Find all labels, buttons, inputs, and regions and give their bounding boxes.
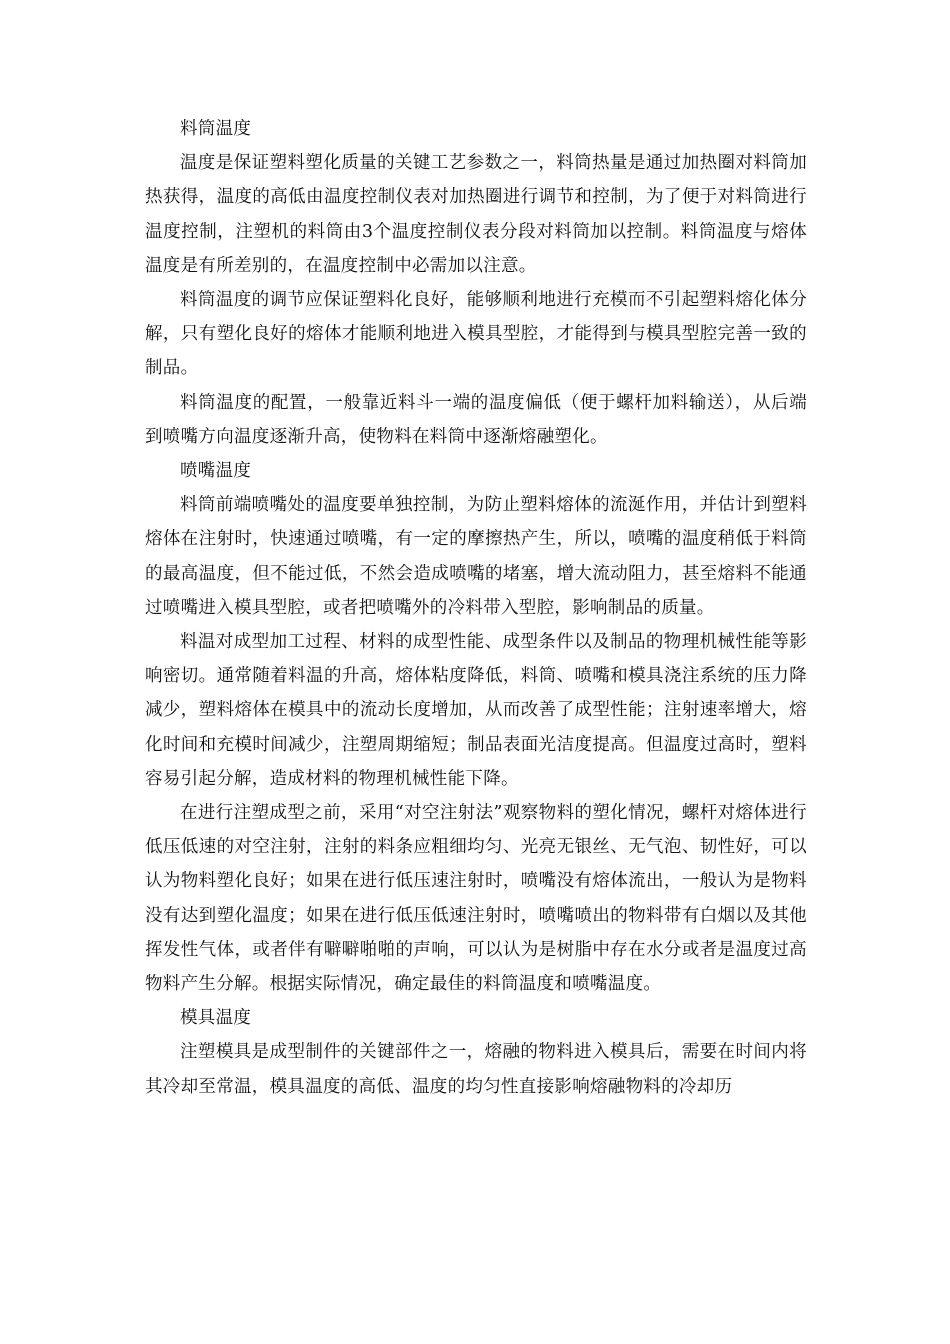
paragraph-mold-1: 注塑模具是成型制件的关键部件之一，熔融的物料进入模具后，需要在时间内将其冷却至常温，模具温度的高低、温度的均匀性直接影响熔融物料的冷却历 [145, 1042, 807, 1097]
paragraph-barrel-1: 温度是保证塑料塑化质量的关键工艺参数之一，料筒热量是通过加热圈对料筒加热获得，温度的高低由温度控制仪表对加热圈进行调节和控制，为了便于对料筒进行温度控制，注塑机的料筒由3个温度控制仪表分段对料筒加以控制。料筒温度与熔体温度是有所差别的，在温度控制中必需加以注意。 [145, 153, 807, 276]
paragraph-barrel-2: 料筒温度的调节应保证塑料化良好，能够顺利地进行充模而不引起塑料熔化体分解，只有塑化良好的熔体才能顺利地进入模具型腔，才能得到与模具型腔完善一致的制品。 [145, 290, 807, 379]
document-page [145, 112, 807, 1104]
section-heading-mold-temperature: 模具温度 [180, 1008, 252, 1029]
paragraph-nozzle-3: 在进行注塑成型之前，采用“对空注射法”观察物料的塑化情况，螺杆对熔体进行低压低速的对空注射，注射的料条应粗细均匀、光亮无银丝、无气泡、韧性好，可以认为物料塑化良好；如果在进行低压速注射时，喷嘴没有熔体流出，一般认为是物料没有达到塑化温度；如果在进行低压低速注射时，喷嘴喷出的物料带有白烟以及其他挥发性气体，或者伴有噼噼啪啪的声响，可以认为是树脂中存在水分或者是温度过高物料产生分解。根据实际情况，确定最佳的料筒温度和喷嘴温度。 [145, 803, 807, 995]
paragraph-nozzle-1: 料筒前端喷嘴处的温度要单独控制，为防止塑料熔体的流涎作用，并估计到塑料熔体在注射时，快速通过喷嘴，有一定的摩擦热产生，所以，喷嘴的温度稍低于料筒的最高温度，但不能过低，不然会造成喷嘴的堵塞，增大流动阻力，甚至熔料不能通过喷嘴进入模具型腔，或者把喷嘴外的冷料带入型腔，影响制品的质量。 [145, 495, 807, 618]
section-heading-nozzle-temperature: 喷嘴温度 [180, 461, 252, 482]
paragraph-barrel-3: 料筒温度的配置，一般靠近料斗一端的温度偏低（便于螺杆加料输送），从后端到喷嘴方向温度逐渐升高，使物料在料筒中逐渐熔融塑化。 [145, 392, 807, 447]
section-heading-barrel-temperature: 料筒温度 [180, 119, 252, 139]
paragraph-nozzle-2: 料温对成型加工过程、材料的成型性能、成型条件以及制品的物理机械性能等影响密切。通常随着料温的升高，熔体粘度降低，料筒、喷嘴和模具浇注系统的压力降减少，塑料熔体在模具中的流动长度增加，从而改善了成型性能；注射速率增大，熔化时间和充模时间减少，注塑周期缩短；制品表面光洁度提高。但温度过高时，塑料容易引起分解，造成材料的物理机械性能下降。 [145, 632, 807, 789]
